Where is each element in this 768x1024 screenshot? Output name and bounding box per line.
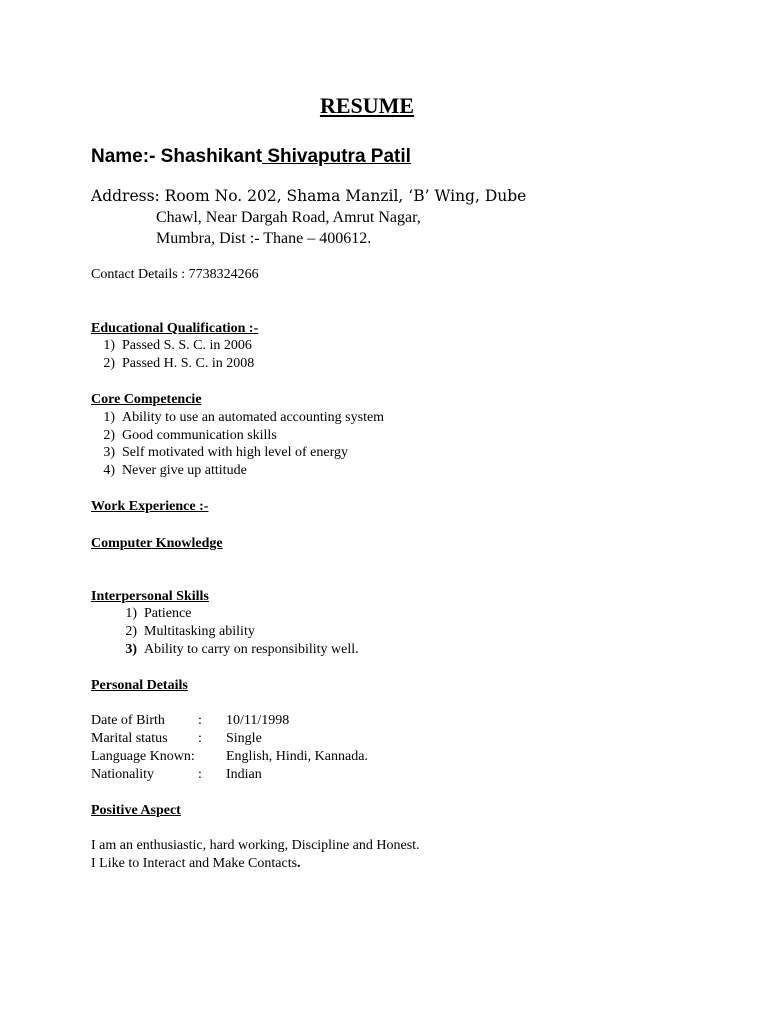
list-text: Self motivated with high level of energy	[122, 445, 349, 460]
computer-knowledge-heading: Computer Knowledge	[91, 536, 223, 551]
list-number: 3)	[125, 642, 137, 657]
name-prefix: Name:- Shashikant	[91, 146, 263, 167]
address-line-1	[91, 186, 526, 206]
list-item	[91, 355, 254, 373]
list-item	[91, 409, 384, 427]
marital-status-separator: :	[198, 731, 202, 746]
nationality-separator: :	[198, 767, 202, 782]
positive-aspect-period: .	[297, 856, 301, 871]
address-line-3: Mumbra, Dist :- Thane – 400612.	[156, 230, 372, 247]
list-item	[91, 444, 348, 462]
list-number: 4)	[103, 463, 115, 478]
resume-title: RESUME	[319, 93, 415, 118]
name-surname: Shivaputra Patil	[262, 146, 411, 167]
marital-status-label: Marital status	[91, 731, 168, 746]
list-item	[113, 605, 191, 623]
list-text: Ability to carry on responsibility well.	[144, 642, 359, 657]
address-line-2: Chawl, Near Dargah Road, Amrut Nagar,	[156, 209, 421, 226]
list-item	[91, 462, 247, 480]
list-number: 1)	[125, 606, 137, 621]
address-text-1: : Room No. 202, Shama Manzil, ‘B’ Wing, Dube	[154, 187, 527, 205]
language-value: English, Hindi, Kannada.	[226, 749, 368, 764]
positive-aspect-heading: Positive Aspect	[91, 803, 181, 818]
list-item	[113, 623, 255, 641]
nationality-value: Indian	[226, 767, 262, 782]
dob-separator: :	[198, 713, 202, 728]
list-number: 1)	[103, 338, 115, 353]
list-item	[91, 427, 277, 445]
core-heading: Core Competencie	[91, 392, 202, 407]
list-text: Passed H. S. C. in 2008	[122, 356, 255, 371]
list-text: Multitasking ability	[144, 624, 255, 639]
name-line	[91, 145, 411, 169]
list-number: 3)	[103, 445, 115, 460]
dob-label: Date of Birth	[91, 713, 165, 728]
list-number: 2)	[125, 624, 137, 639]
list-text: Patience	[144, 606, 192, 621]
work-experience-heading: Work Experience :-	[91, 499, 209, 514]
interpersonal-heading: Interpersonal Skills	[91, 589, 209, 604]
list-text: Good communication skills	[122, 428, 277, 443]
nationality-label: Nationality	[91, 767, 154, 782]
positive-aspect-line-2	[91, 855, 301, 873]
education-heading: Educational Qualification :-	[91, 321, 259, 336]
dob-value: 10/11/1998	[226, 713, 290, 728]
marital-status-value: Single	[226, 731, 262, 746]
positive-aspect-text: I Like to Interact and Make Contacts	[91, 856, 298, 871]
list-text: Ability to use an automated accounting system	[122, 410, 385, 425]
list-item	[91, 337, 252, 355]
list-number: 2)	[103, 428, 115, 443]
list-text: Passed S. S. C. in 2006	[122, 338, 252, 353]
list-number: 2)	[103, 356, 115, 371]
list-number: 1)	[103, 410, 115, 425]
list-item	[113, 641, 359, 659]
personal-details-heading: Personal Details	[91, 678, 188, 693]
language-label: Language Known:	[91, 749, 195, 764]
address-label: Address	[91, 187, 155, 205]
list-text: Never give up attitude	[122, 463, 247, 478]
positive-aspect-line-1: I am an enthusiastic, hard working, Discipline and Honest.	[91, 838, 420, 853]
contact-details: Contact Details : 7738324266	[91, 267, 259, 282]
